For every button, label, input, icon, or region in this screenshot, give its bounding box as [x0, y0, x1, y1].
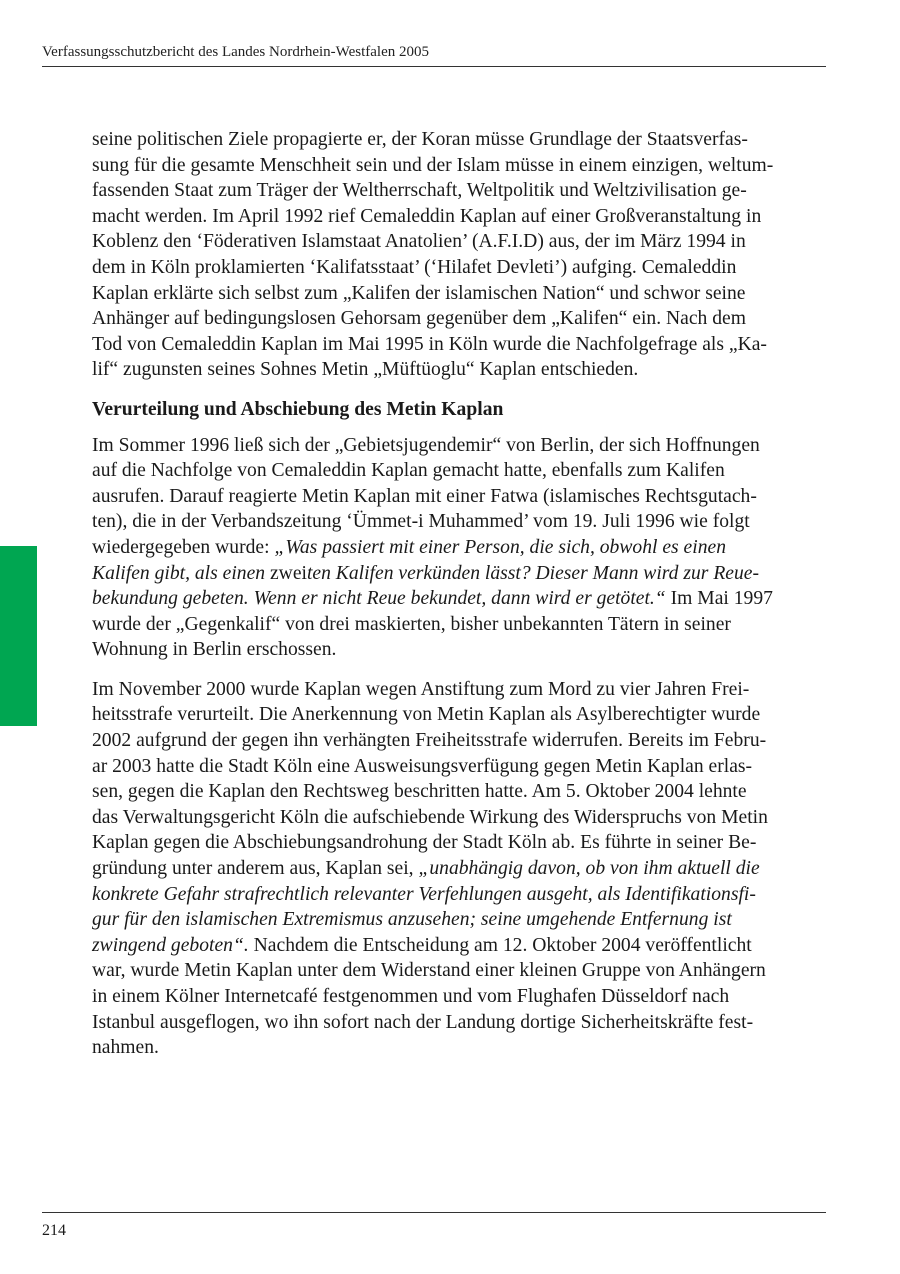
court-quote: „unabhängig davon, ob von ihm aktuell die konkrete Gefahr strafrechtlich relevanter Verfehlungen ausgeht, als Identifikationsfi- gur für den islamischen Extremismus anzusehen; seine umgehende Entfernung ist zwingend geboten“. [92, 858, 760, 956]
chapter-side-tab [0, 546, 37, 726]
fatwa-quote-upright: zwei [269, 562, 307, 584]
paragraph-1: seine politischen Ziele propagierte er, der Koran müsse Grundlage der Staatsverfas- sung für die gesamte Menschheit sein und der Islam müsse in einem einzigen, weltum- fassenden Staat zum Träger der Weltherrschaft, Weltpolitik und Weltzivilisation ge- macht werden. Im April 1992 rief Cemaleddin Kaplan auf einer Großveranstaltung in Koblenz den ‘Föderativen Islamstaat Anatolien’ (A.F.I.D) aus, der im März 1994 in dem in Köln proklamierten ‘Kalifatsstaat’ (‘Hilafet Devleti’) aufging. Cemaleddin Kaplan erklärte sich selbst zum „Kalifen der islamischen Nation“ und schwor seine Anhänger auf bedingungslosen Gehorsam gegenüber dem „Kalifen“ ein. Nach dem Tod von Cemaleddin Kaplan im Mai 1995 in Köln wurde die Nachfolgefrage als „Ka- lif“ zugunsten seines Sohnes Metin „Müftüoglu“ Kaplan entschieden. [92, 129, 774, 381]
running-header: Verfassungsschutzbericht des Landes Nordrhein-Westfalen 2005 [42, 44, 430, 60]
page-body [92, 127, 826, 1075]
footer-rule [42, 1212, 826, 1213]
paragraph-2 [92, 433, 826, 663]
section-heading: Verurteilung und Abschiebung des Metin Kaplan [92, 398, 504, 420]
fatwa-quote-part-2: ten Kalifen verkünden lässt? Dieser Mann wird zur Reue- bekundung gebeten. Wenn er nicht Reue bekundet, dann wird er getötet.“ [92, 562, 760, 610]
paragraph-2-closing: Im Mai 1997 wurde der „Gegenkalif“ von drei maskierten, bisher unbekannten Tätern in seiner Wohnung in Berlin erschossen. [92, 588, 773, 661]
paragraph-3-closing: Nachdem die Entscheidung am 12. Oktober 2004 veröffentlicht war, wurde Metin Kaplan unter dem Widerstand einer kleinen Gruppe von Anhängern in einem Kölner Internetcafé festgenommen und vom Flughafen Düsseldorf nach Istanbul ausgeflogen, wo ihn sofort nach der Landung dortige Sicherheitskräfte fest- nahmen. [92, 934, 766, 1059]
fatwa-quote-part-1: „Was passiert mit einer Person, die sich, obwohl es einen Kalifen gibt, als einen [92, 536, 726, 584]
header-rule [42, 66, 826, 67]
paragraph-3-text: Im November 2000 wurde Kaplan wegen Anstiftung zum Mord zu vier Jahren Frei- heitsstrafe verurteilt. Die Anerkennung von Metin Kaplan als Asylberechtigter wurde 2002 aufgrund der gegen ihn verhängten Freiheitsstrafe widerrufen. Bereits im Febru- ar 2003 hatte die Stadt Köln eine Ausweisungsverfügung gegen Metin Kaplan erlas- sen, gegen die Kaplan den Rechtsweg beschritten hatte. Am 5. Oktober 2004 lehnte das Verwaltungsgericht Köln die aufschiebende Wirkung des Widerspruchs von Metin Kaplan gegen die Abschiebungsandrohung der Stadt Köln ab. Es führte in seiner Be- gründung unter anderem aus, Kaplan sei, [92, 678, 768, 880]
paragraph-3 [92, 677, 826, 1061]
page-number: 214 [42, 1222, 66, 1239]
paragraph-2-text: Im Sommer 1996 ließ sich der „Gebietsjugendemir“ von Berlin, der sich Hoffnungen auf die Nachfolge von Cemaleddin Kaplan gemacht hatte, ebenfalls zum Kalifen ausrufen. Darauf reagierte Metin Kaplan mit einer Fatwa (islamisches Rechtsgutach- ten), die in der Verbandszeitung ‘Ümmet-i Muhammed’ vom 19. Juli 1996 wie folgt wiedergegeben wurde: [92, 434, 760, 558]
